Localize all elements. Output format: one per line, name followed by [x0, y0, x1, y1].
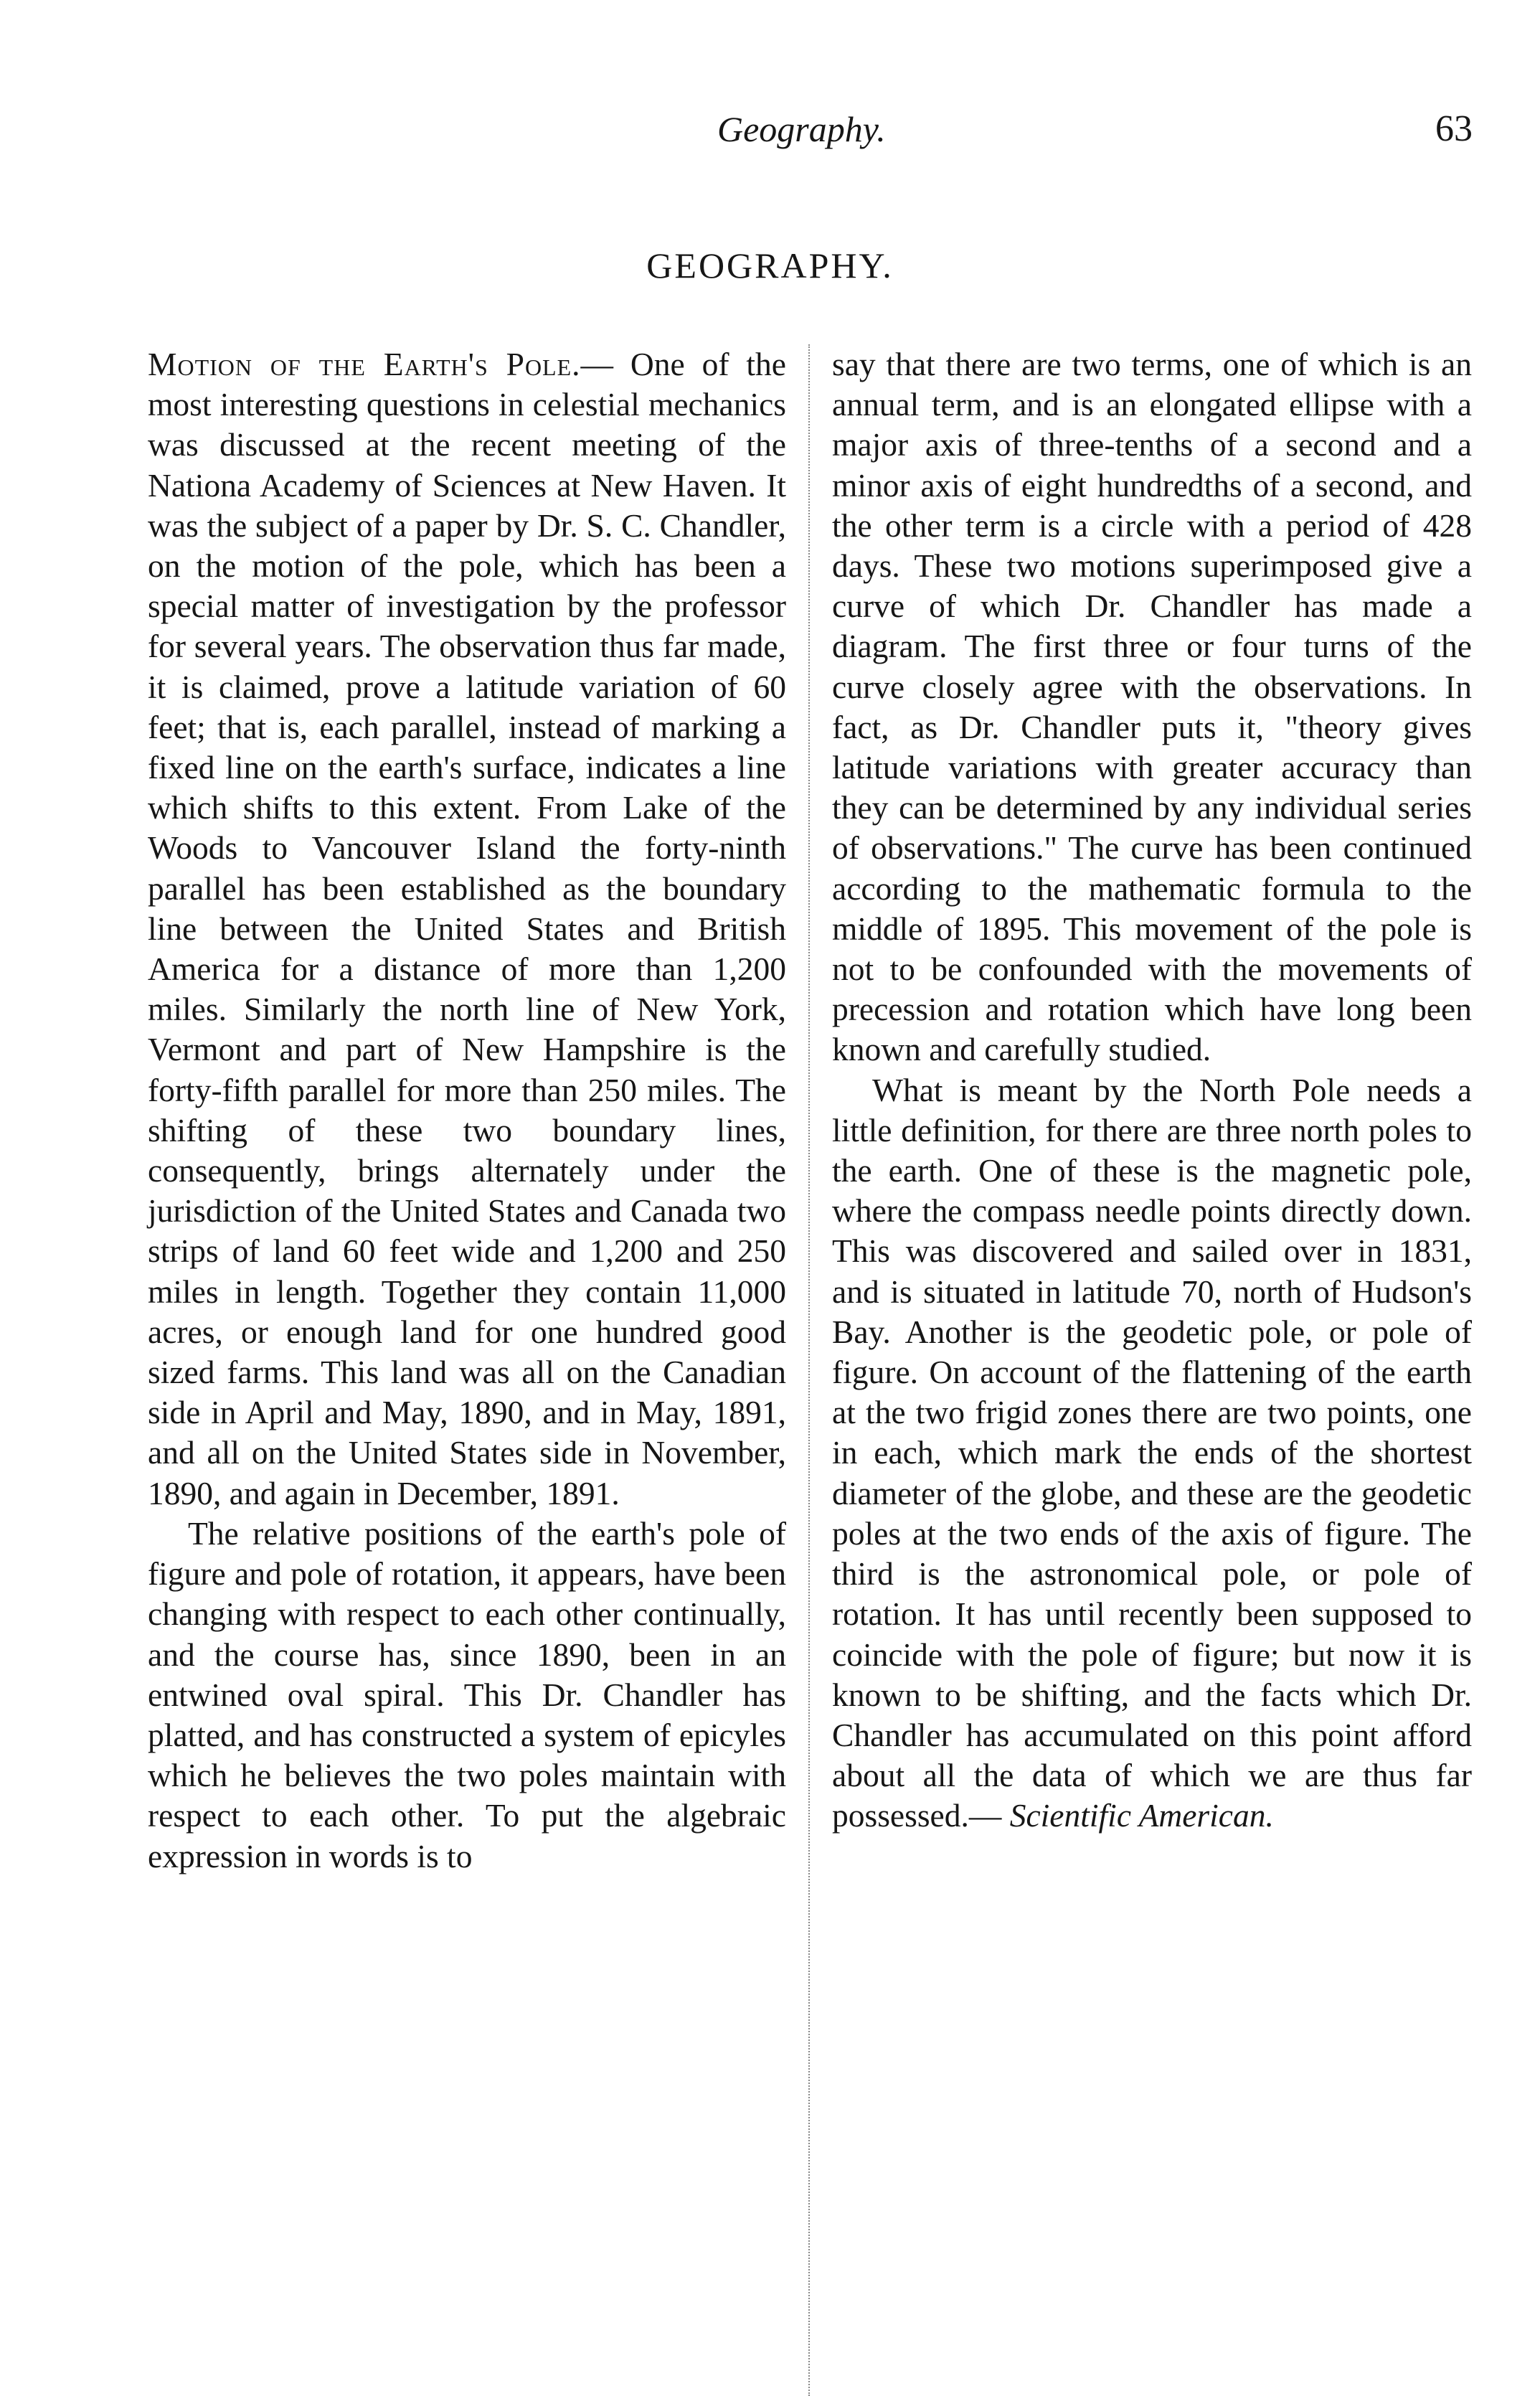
article-paragraph-2-continued: say that there are two terms, one of which is an annual term, and is an elongated ellipse with a major axis of three-tenths of a second and a minor axis of eight hundredths of a second, and the other term is a circle with a period of 428 days. These two motions superimposed give a curve of which Dr. Chandler has made a diagram. The first three or four turns of the curve closely agree with the observations. In fact, as Dr. Chandler puts it, "theory gives latitude variations with greater accuracy than they can be determined by any individual series of observations." The curve has been continued according to the mathematic formula to the middle of 1895. This movement of the pole is not to be confounded with the movements of precession and rotation which have long been known and carefully studied.	[832, 346, 1472, 1068]
article-paragraph-2-start: The relative positions of the earth's pole of figure and pole of rotation, it appears, have been changing with respect to each other continually, and the course has, since 1890, been in an entwined oval spiral. This Dr. Chandler has platted, and has constructed a system of epicyles which he believes the two poles maintain with respect to each other. To put the algebraic expression in words is to	[148, 1514, 786, 1874]
article-paragraph-3	[832, 1070, 1472, 1836]
article-paragraph-1-text: One of the most interesting questions in celestial mechanics was discussed at the recent meeting of the Nationa Academy of Sciences at New Haven. It was the subject of a paper by Dr. S. C. Chandler, on the motion of the pole, which has been a special matter of investigation by the professor for several years. The observation thus far made, it is claimed, prove a latitude variation of 60 feet; that is, each parallel, instead of marking a fixed line on the earth's surface, indicates a line which shifts to this extent. From Lake of the Woods to Vancouver Island the forty-ninth parallel has been established as the boundary line between the United States and British America for a distance of more than 1,200 miles. Similarly the north line of New York, Vermont and part of New Hampshire is the forty-fifth parallel for more than 250 miles. The shifting of these two boundary lines, consequently, brings alternately under the jurisdiction of the United States and Canada two strips of land 60 feet wide and 1,200 and 250 miles in length. Together they contain 11,000 acres, or enough land for one hundred good sized farms. This land was all on the Canadian side in April and May, 1890, and in May, 1891, and all on the United States side in November, 1890, and again in December, 1891.	[148, 346, 786, 1511]
article-heading: Motion of the Earth's Pole.	[148, 346, 581, 382]
source-dash: —	[968, 1797, 1002, 1834]
running-head-title: Geography.	[717, 109, 886, 149]
heading-dash: —	[580, 346, 614, 382]
section-title: GEOGRAPHY.	[646, 245, 894, 286]
page-number: 63	[1435, 108, 1473, 149]
left-column	[148, 344, 786, 1877]
column-divider	[808, 344, 810, 2396]
right-column	[832, 344, 1472, 1836]
article-paragraph-1	[148, 344, 786, 1514]
article-paragraph-3-text: What is meant by the North Pole needs a little definition, for there are three north poles to the earth. One of these is the magnetic pole, where the compass needle points directly down. This was discovered and sailed over in 1831, and is situated in latitude 70, north of Hudson's Bay. Another is the geodetic pole, or pole of figure. On account of the flattening of the earth at the two frigid zones there are two points, one in each, which mark the ends of the shortest diameter of the globe, and these are the geodetic poles at the two ends of the axis of figure. The third is the astronomical pole, or pole of rotation. It has until recently been supposed to coincide with the pole of figure; but now it is known to be shifting, and the facts which Dr. Chandler has accumulated on this point afford about all the data of which we are thus far possessed.	[832, 1071, 1472, 1834]
source-citation: Scientific American.	[1009, 1797, 1274, 1834]
